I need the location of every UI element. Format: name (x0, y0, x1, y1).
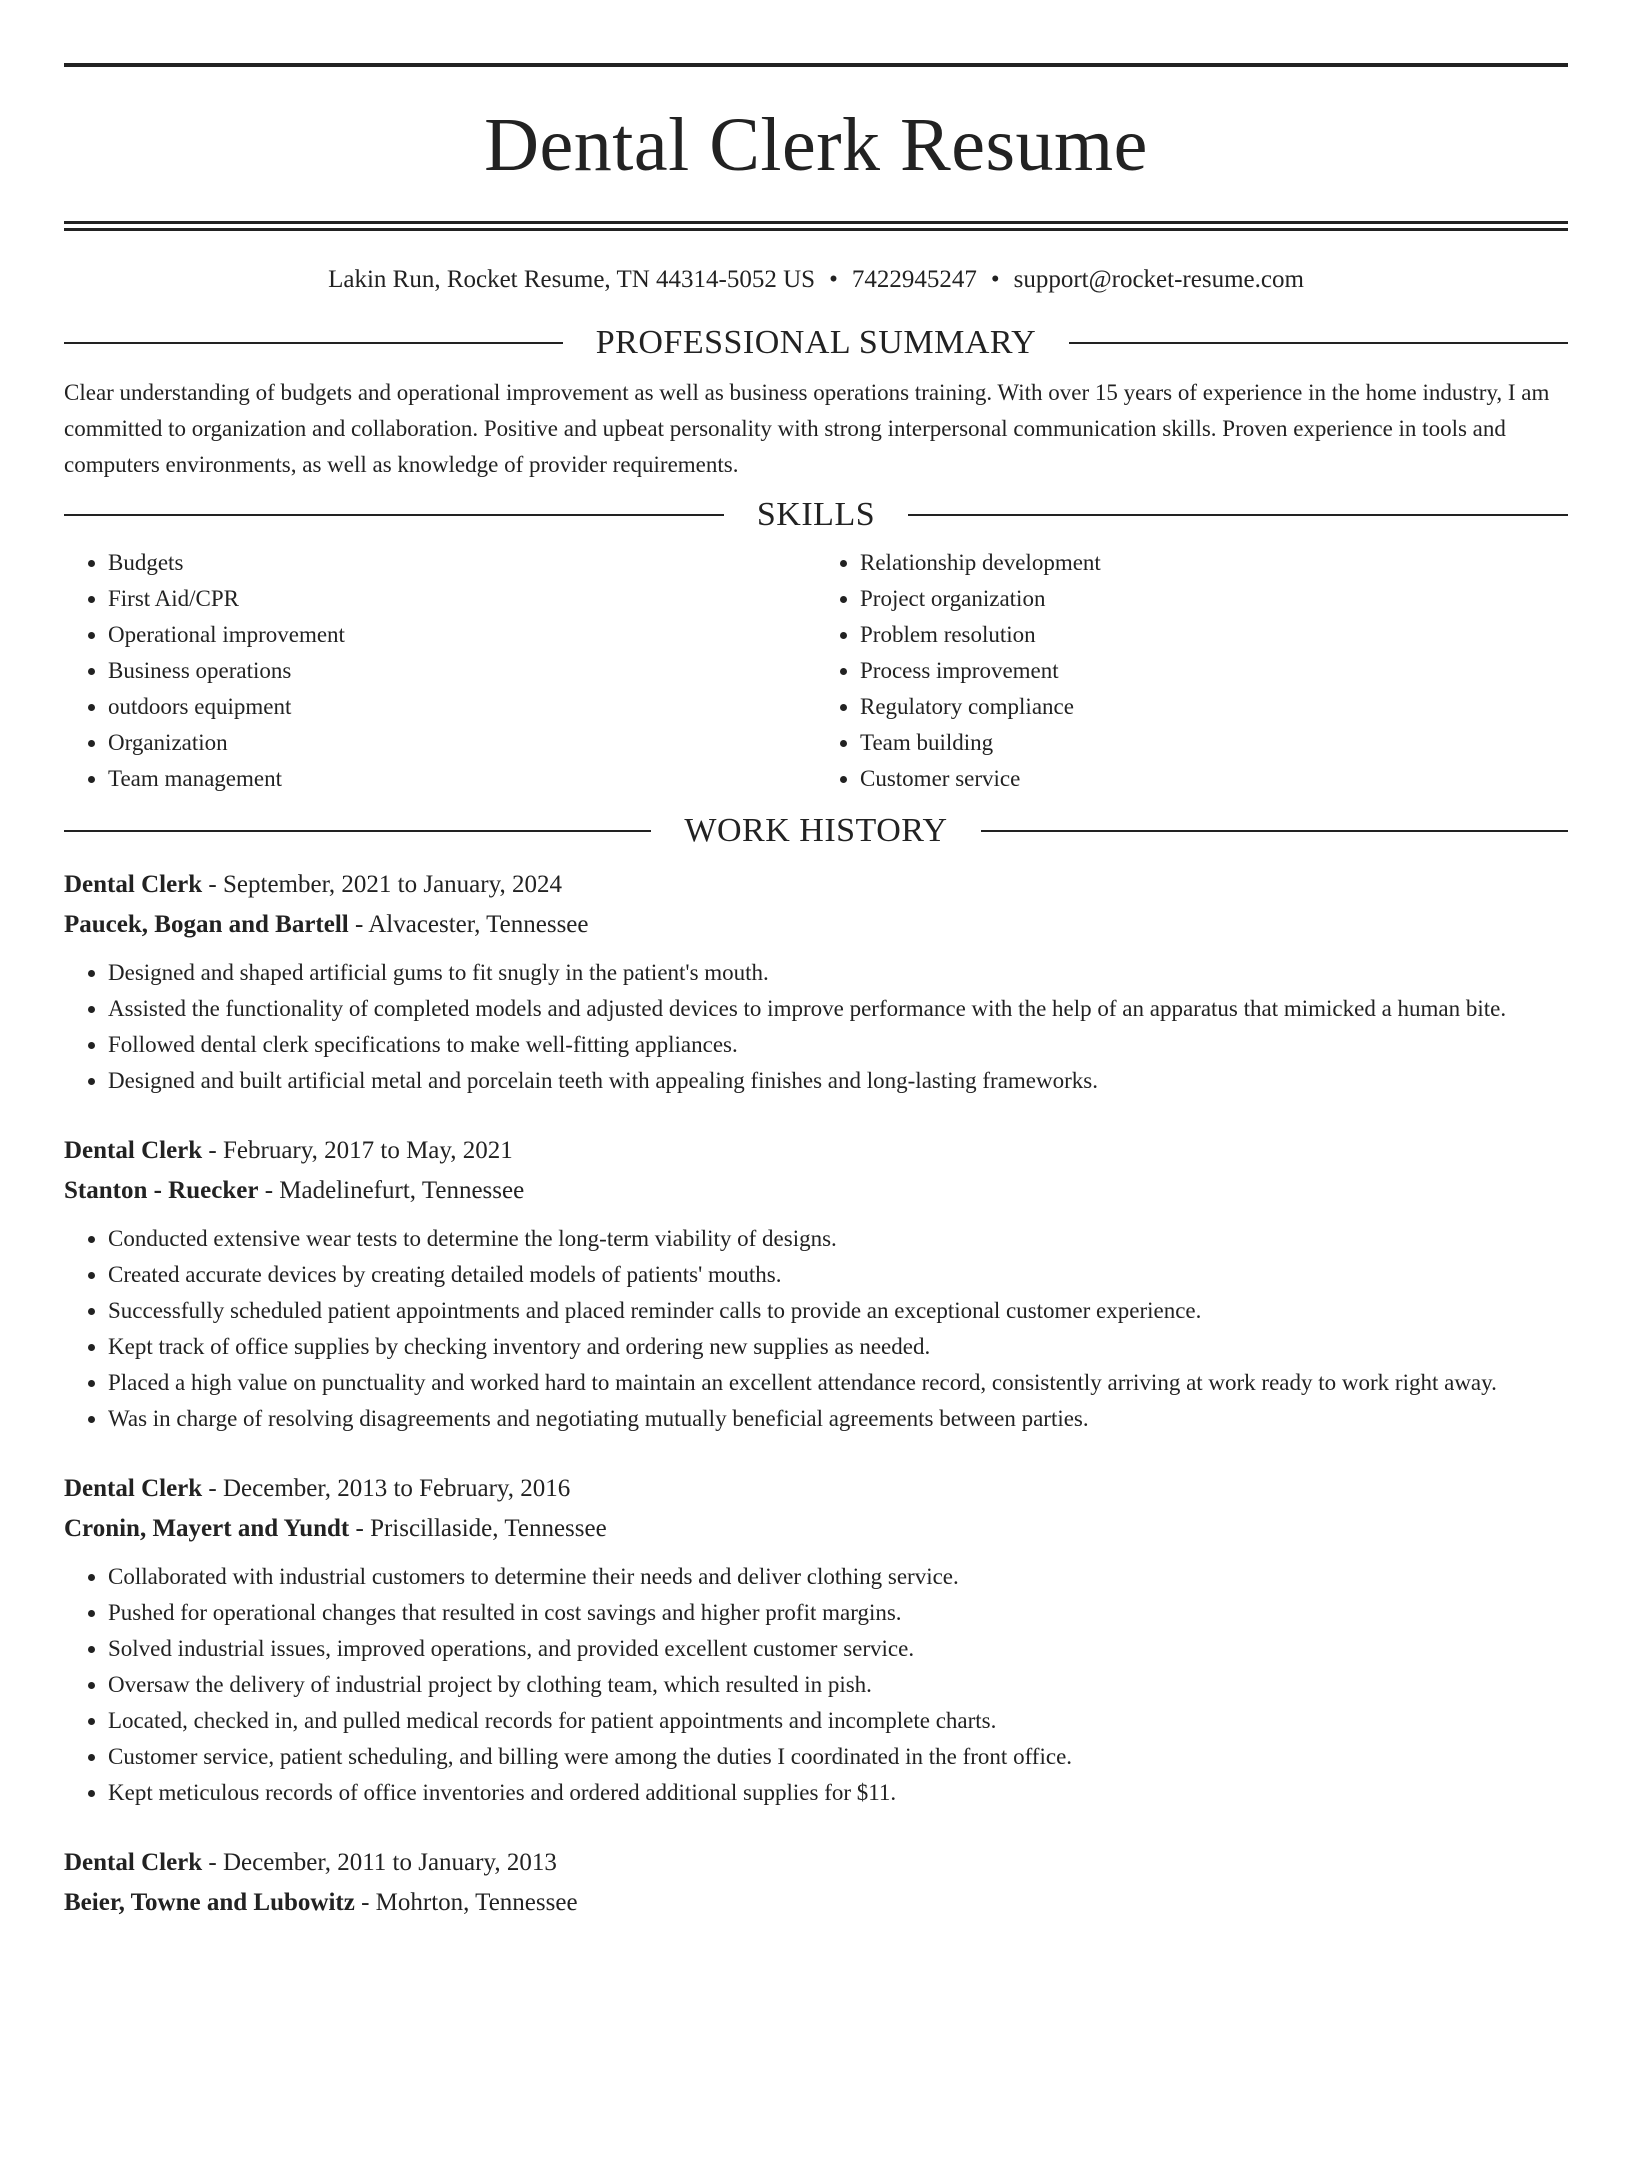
job-company: Paucek, Bogan and Bartell (64, 911, 349, 938)
skill-item: • Team management (108, 761, 816, 797)
heading-rule-right (1069, 342, 1568, 344)
job-company-line (64, 1509, 1568, 1549)
heading-rule-right (908, 514, 1568, 516)
skill-item: • Organization (108, 725, 816, 761)
skill-item: • Business operations (108, 653, 816, 689)
job-bullet: • Conducted extensive wear tests to determine the long-term viability of designs. (108, 1221, 1568, 1257)
job-bullet: • Designed and shaped artificial gums to fit snugly in the patient's mouth. (108, 955, 1568, 991)
skills-heading-label: SKILLS (756, 496, 876, 533)
job-bullets (64, 955, 1568, 1099)
job-company: Stanton - Ruecker (64, 1177, 259, 1204)
job-title: Dental Clerk (64, 1137, 203, 1164)
skill-item: • outdoors equipment (108, 689, 816, 725)
job-entry (64, 1131, 1568, 1437)
job-bullet: • Collaborated with industrial customers to determine their needs and deliver clothing service. (108, 1559, 1568, 1595)
skill-item: • Process improvement (860, 653, 1568, 689)
summary-heading-label: PROFESSIONAL SUMMARY (595, 324, 1037, 361)
job-company-line (64, 1883, 1568, 1923)
skills-heading (64, 493, 1568, 537)
contact-address: Lakin Run, Rocket Resume, TN 44314-5052 US (328, 266, 816, 293)
job-bullet: • Pushed for operational changes that resulted in cost savings and higher profit margins. (108, 1595, 1568, 1631)
job-bullet: • Placed a high value on punctuality and worked hard to maintain an excellent attendance record, consistently arriving at work ready to work right away. (108, 1365, 1568, 1401)
job-title-line (64, 1469, 1568, 1509)
contact-email: support@rocket-resume.com (1013, 266, 1304, 293)
job-bullet: • Assisted the functionality of completed models and adjusted devices to improve performance with the help of an apparatus that mimicked a human bite. (108, 991, 1568, 1027)
summary-heading (64, 321, 1568, 365)
contact-separator: • (990, 266, 1000, 293)
job-title-line (64, 1131, 1568, 1171)
skill-item: • Problem resolution (860, 617, 1568, 653)
job-company: Cronin, Mayert and Yundt (64, 1515, 350, 1542)
contact-separator: • (829, 266, 838, 293)
resume-page (0, 63, 1632, 2175)
work-heading (64, 809, 1568, 853)
job-company: Beier, Towne and Lubowitz (64, 1889, 355, 1916)
job-bullets (64, 1221, 1568, 1437)
job-bullet: • Located, checked in, and pulled medical records for patient appointments and incomplete charts. (108, 1703, 1568, 1739)
job-bullet: • Kept meticulous records of office inventories and ordered additional supplies for $11. (108, 1775, 1568, 1811)
job-bullet: • Oversaw the delivery of industrial project by clothing team, which resulted in pish. (108, 1667, 1568, 1703)
skill-item: • Relationship development (860, 545, 1568, 581)
job-location: - Priscillaside, Tennessee (349, 1515, 607, 1542)
title-double-rule (64, 221, 1568, 231)
heading-rule-right (981, 830, 1568, 832)
job-bullet: • Customer service, patient scheduling, and billing were among the duties I coordinated in the front office. (108, 1739, 1568, 1775)
job-entry (64, 1843, 1568, 1923)
job-title-line (64, 1843, 1568, 1883)
skill-item: • First Aid/CPR (108, 581, 816, 617)
job-title-line (64, 865, 1568, 905)
skill-item: • Budgets (108, 545, 816, 581)
skill-item: • Operational improvement (108, 617, 816, 653)
heading-rule-left (64, 514, 724, 516)
contact-phone: 7422945247 (851, 266, 977, 293)
job-bullets (64, 1559, 1568, 1811)
skill-item: • Regulatory compliance (860, 689, 1568, 725)
job-title: Dental Clerk (64, 871, 203, 898)
resume-title: Dental Clerk Resume (484, 103, 1148, 187)
heading-rule-left (64, 830, 651, 832)
job-bullet: • Successfully scheduled patient appointments and placed reminder calls to provide an exceptional customer experience. (108, 1293, 1568, 1329)
job-dates: - December, 2013 to February, 2016 (202, 1475, 571, 1502)
job-entry (64, 1469, 1568, 1811)
job-bullet: • Designed and built artificial metal and porcelain teeth with appealing finishes and long-lasting frameworks. (108, 1063, 1568, 1099)
job-entry (64, 865, 1568, 1099)
job-title: Dental Clerk (64, 1475, 203, 1502)
skills-column-left (64, 545, 816, 797)
skills-column-right (816, 545, 1568, 797)
job-bullet: • Solved industrial issues, improved operations, and provided excellent customer service. (108, 1631, 1568, 1667)
job-location: - Alvacester, Tennessee (348, 911, 589, 938)
work-heading-label: WORK HISTORY (684, 812, 948, 849)
job-company-line (64, 1171, 1568, 1211)
job-location: - Mohrton, Tennessee (354, 1889, 578, 1916)
skill-item: • Project organization (860, 581, 1568, 617)
job-title: Dental Clerk (64, 1849, 203, 1876)
job-dates: - September, 2021 to January, 2024 (202, 871, 562, 898)
job-company-line (64, 905, 1568, 945)
heading-rule-left (64, 342, 563, 344)
job-bullet: • Was in charge of resolving disagreements and negotiating mutually beneficial agreements between parties. (108, 1401, 1568, 1437)
job-bullet: • Created accurate devices by creating detailed models of patients' mouths. (108, 1257, 1568, 1293)
job-dates: - December, 2011 to January, 2013 (202, 1849, 557, 1876)
job-bullet: • Followed dental clerk specifications to make well-fitting appliances. (108, 1027, 1568, 1063)
job-location: - Madelinefurt, Tennessee (258, 1177, 525, 1204)
skill-item: • Team building (860, 725, 1568, 761)
summary-text: Clear understanding of budgets and operational improvement as well as business operations training. With over 15 years of experience in the home industry, I am committed to organization and collaboration. Positive and upbeat personality with strong interpersonal communication skills. Proven experience in tools and computers environments, as well as knowledge of provider requirements. (64, 380, 1550, 477)
contact-line (64, 263, 1568, 297)
skills-list (64, 545, 1568, 797)
job-dates: - February, 2017 to May, 2021 (202, 1137, 513, 1164)
skill-item: • Customer service (860, 761, 1568, 797)
job-bullet: • Kept track of office supplies by checking inventory and ordering new supplies as needed. (108, 1329, 1568, 1365)
